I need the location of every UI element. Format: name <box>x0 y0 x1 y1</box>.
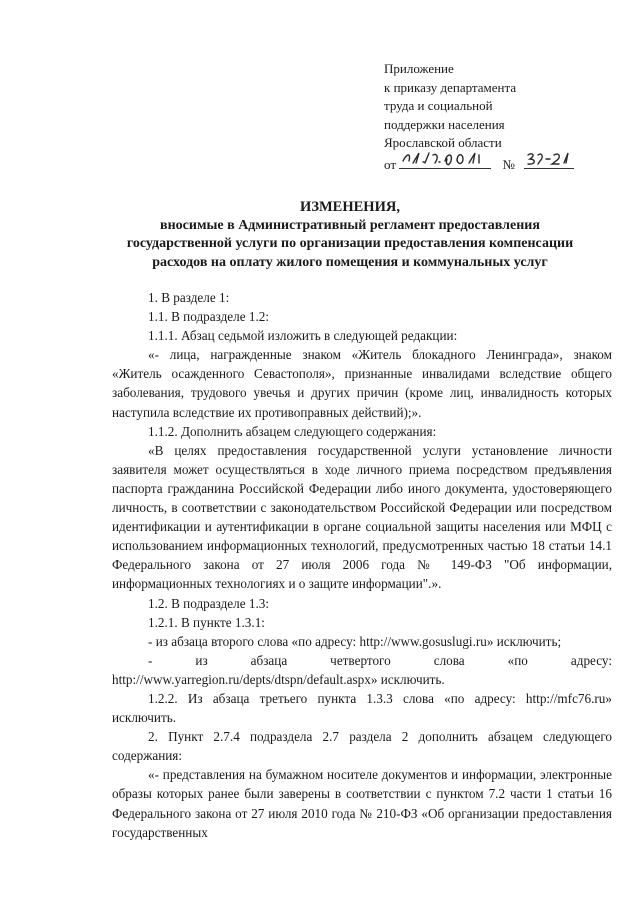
title-subtitle-line: расходов на оплату жилого помещения и коммунальных услуг <box>152 254 548 270</box>
paragraph: «В целях предоставления государственной услуги установление личности заявителя может осуществляться в ходе личного приема посредством предъявления паспорта гражданина Российской Федерации либо иного документа, удостоверяющего личность, в соответствии с законодательством Российской Федерации или посредством идентификации и аутентификации в органе социальной защиты населения или МФЦ с использованием информационных технологий, предусмотренных частью 18 статьи 14.1 Федерального закона от 27 июля 2006 года № 149-ФЗ "Об информации, информационных технологиях и о защите информации".». <box>112 442 612 592</box>
document-title <box>100 198 600 272</box>
paragraph: - из абзаца четвертого слова «по адресу: http://www.yarregion.ru/depts/dtspn/default.aspx» исключить. <box>112 652 612 687</box>
appendix-header <box>384 60 624 172</box>
handwritten-number <box>524 153 574 169</box>
document-body <box>112 288 612 842</box>
paragraph: 1.1. В подразделе 1.2: <box>148 309 270 325</box>
paragraph: 2. Пункт 2.7.4 подраздела 2.7 раздела 2 дополнить абзацем следующего содержания: <box>112 729 612 764</box>
title-subtitle-line: государственной услуги по организации предоставления компенсации <box>126 236 574 251</box>
appendix-line: труда и социальной <box>384 98 493 114</box>
date-number-line <box>384 153 624 172</box>
number-prefix: № <box>502 156 515 172</box>
paragraph: «- лица, награжденные знаком «Житель блокадного Ленинграда», знаком «Житель осажденного Севастополя», признанные инвалидами вследствие общего заболевания, трудового увечья и других причин (кроме лиц, инвалидность которых наступила вследствие их противоправных действий);». <box>112 347 612 420</box>
handwritten-date-mark <box>399 147 491 169</box>
appendix-line: поддержки населения <box>384 116 505 132</box>
paragraph: 1.2.1. В пункте 1.3.1: <box>148 614 265 630</box>
date-prefix: от <box>384 156 397 172</box>
title-main: ИЗМЕНЕНИЯ, <box>300 199 400 215</box>
handwritten-number-mark <box>524 147 574 169</box>
appendix-line: к приказу департамента <box>384 79 517 95</box>
handwritten-date <box>399 153 491 169</box>
paragraph: 1.1.2. Дополнить абзацем следующего содержания: <box>148 423 437 439</box>
appendix-line: Ярославской области <box>384 135 502 151</box>
paragraph: «- представления на бумажном носителе документов и информации, электронные образы которых ранее были заверены в соответствии с пунктом 7.2 части 1 статьи 16 Федерального закона от 27 июля 2010 года № 210-ФЗ «Об организации предоставления государственных <box>112 767 612 840</box>
paragraph: 1. В разделе 1: <box>148 290 230 305</box>
paragraph: 1.2. В подразделе 1.3: <box>148 595 270 611</box>
paragraph: - из абзаца второго слова «по адресу: http://www.gosuslugi.ru» исключить; <box>148 633 562 649</box>
paragraph: 1.1.1. Абзац седьмой изложить в следующей редакции: <box>148 328 458 344</box>
paragraph: 1.2.2. Из абзаца третьего пункта 1.3.3 слова «по адресу: http://mfc76.ru» исключить. <box>112 690 612 726</box>
appendix-line: Приложение <box>384 61 454 76</box>
title-subtitle-line: вносимые в Административный регламент предоставления <box>160 217 540 233</box>
